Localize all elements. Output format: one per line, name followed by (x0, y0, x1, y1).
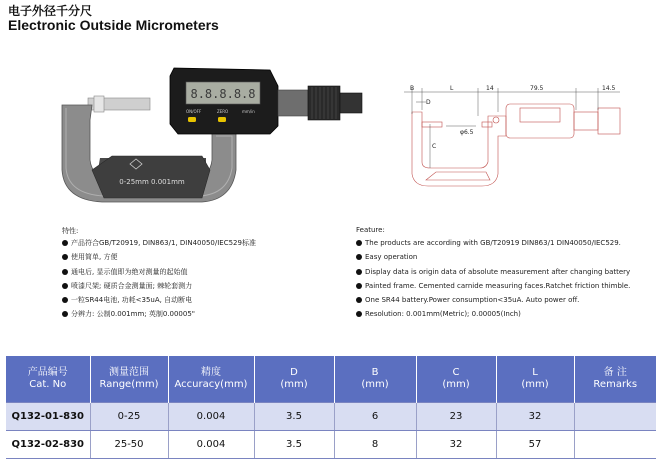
micrometer-photo (52, 60, 372, 210)
header-cn: C (452, 367, 460, 378)
header-en: (mm) (280, 379, 308, 390)
cell-c: 23 (416, 403, 496, 431)
list-item (356, 307, 630, 321)
page-title-cn: 电子外径千分尺 (8, 4, 93, 18)
feature-text: Painted frame. Cemented carnide measuring faces.Ratchet friction thimble. (365, 281, 631, 290)
header-l (496, 356, 574, 403)
cell-b: 8 (334, 431, 416, 459)
bullet-icon (356, 240, 362, 246)
dim-c: C (432, 143, 437, 150)
bullet-icon (62, 269, 68, 275)
header-en: Accuracy(mm) (174, 379, 248, 390)
cell-cat-no: Q132-02-830 (6, 431, 90, 459)
cell-l: 32 (496, 403, 574, 431)
features-en-list (356, 236, 630, 322)
feature-text: 喷漆尺架; 硬质合金测量面; 棘轮套测力 (71, 281, 193, 290)
cell-b: 6 (334, 403, 416, 431)
feature-text: Display data is origin data of absolute measurement after changing battery (365, 267, 631, 276)
list-item (356, 265, 630, 279)
table-header-row (6, 356, 656, 403)
page-title-en: Electronic Outside Micrometers (8, 17, 219, 33)
cell-d: 3.5 (254, 431, 334, 459)
header-en: Cat. No (29, 379, 67, 390)
header-en: (mm) (361, 379, 389, 390)
zero-button[interactable] (218, 117, 226, 122)
dim-d: D (426, 99, 431, 106)
dim-79-5: 79.5 (530, 85, 544, 92)
list-item (356, 250, 630, 264)
dimension-drawing (396, 82, 636, 192)
dim-14-5: 14.5 (602, 85, 616, 92)
header-en: Range(mm) (99, 379, 159, 390)
feature-text: 通电后, 显示值即为绝对测量的起始值 (71, 267, 188, 276)
bullet-icon (356, 297, 362, 303)
zero-label: ZERO (217, 109, 229, 114)
frame-label: 0-25mm 0.001mm (119, 178, 185, 186)
bullet-icon (356, 254, 362, 260)
bullet-icon (62, 254, 68, 260)
header-cn: 备 注 (603, 367, 627, 378)
header-remarks (574, 356, 656, 403)
header-cn: 测量范围 (109, 367, 149, 378)
feature-text: 分辨力: 公制0.001mm; 英制0.00005" (71, 310, 196, 319)
list-item (356, 236, 630, 250)
list-item (62, 250, 256, 264)
feature-text: One SR44 battery.Power consumption<35uA. Auto power off. (365, 296, 580, 305)
on-off-label: ON/OFF (186, 109, 202, 114)
list-item (356, 293, 630, 307)
bullet-icon (356, 283, 362, 289)
features-en-heading: Feature: (356, 226, 385, 234)
table-row (6, 403, 656, 431)
list-item (356, 279, 630, 293)
header-d (254, 356, 334, 403)
feature-text: 使用简单, 方便 (71, 253, 118, 262)
list-item (62, 236, 256, 250)
cell-accuracy: 0.004 (168, 403, 254, 431)
cell-cat-no: Q132-01-830 (6, 403, 90, 431)
list-item (62, 293, 256, 307)
header-c (416, 356, 496, 403)
bullet-icon (62, 283, 68, 289)
cell-range: 25-50 (90, 431, 168, 459)
spec-table (6, 356, 656, 459)
bullet-icon (62, 297, 68, 303)
ratchet-knob[interactable] (340, 93, 362, 113)
feature-text: 一粒SR44电池, 功耗<35uA, 自动断电 (71, 296, 193, 305)
bullet-icon (356, 269, 362, 275)
list-item (62, 279, 256, 293)
on-off-button[interactable] (188, 117, 196, 122)
header-cat-no (6, 356, 90, 403)
bullet-icon (62, 311, 68, 317)
dim-14: 14 (486, 85, 494, 92)
cell-range: 0-25 (90, 403, 168, 431)
header-cn: D (290, 367, 298, 378)
feature-text: Resolution: 0.001mm(Metric); 0.00005(Inch) (365, 310, 521, 319)
header-cn: L (532, 367, 538, 378)
header-b (334, 356, 416, 403)
dim-l: L (450, 85, 454, 92)
feature-text: The products are according with GB/T20919 DIN863/1 DIN40050/IEC529. (365, 239, 621, 247)
list-item (62, 307, 256, 321)
unit-label: mm/in (242, 109, 255, 114)
cell-l: 57 (496, 431, 574, 459)
feature-text: Easy operation (365, 253, 418, 262)
bullet-icon (356, 311, 362, 317)
table-row (6, 431, 656, 459)
header-cn: 产品编号 (27, 367, 68, 378)
cell-remarks (574, 403, 656, 431)
feature-text: 产品符合GB/T20919, DIN863/1, DIN40050/IEC529标准 (71, 239, 256, 247)
header-en: (mm) (442, 379, 470, 390)
header-en: (mm) (521, 379, 549, 390)
header-accuracy (168, 356, 254, 403)
cell-remarks (574, 431, 656, 459)
dim-phi: φ6.5 (460, 129, 474, 136)
header-cn: B (371, 367, 379, 378)
cell-accuracy: 0.004 (168, 431, 254, 459)
list-item (62, 265, 256, 279)
header-cn: 精度 (201, 367, 221, 378)
header-en: Remarks (593, 379, 638, 390)
dim-b: B (410, 85, 415, 92)
cell-d: 3.5 (254, 403, 334, 431)
features-cn-heading: 特性: (62, 227, 79, 235)
lcd-readout: 8.8.8.8.8 (190, 87, 256, 101)
cell-c: 32 (416, 431, 496, 459)
header-range (90, 356, 168, 403)
bullet-icon (62, 240, 68, 246)
features-cn-list (62, 236, 256, 322)
